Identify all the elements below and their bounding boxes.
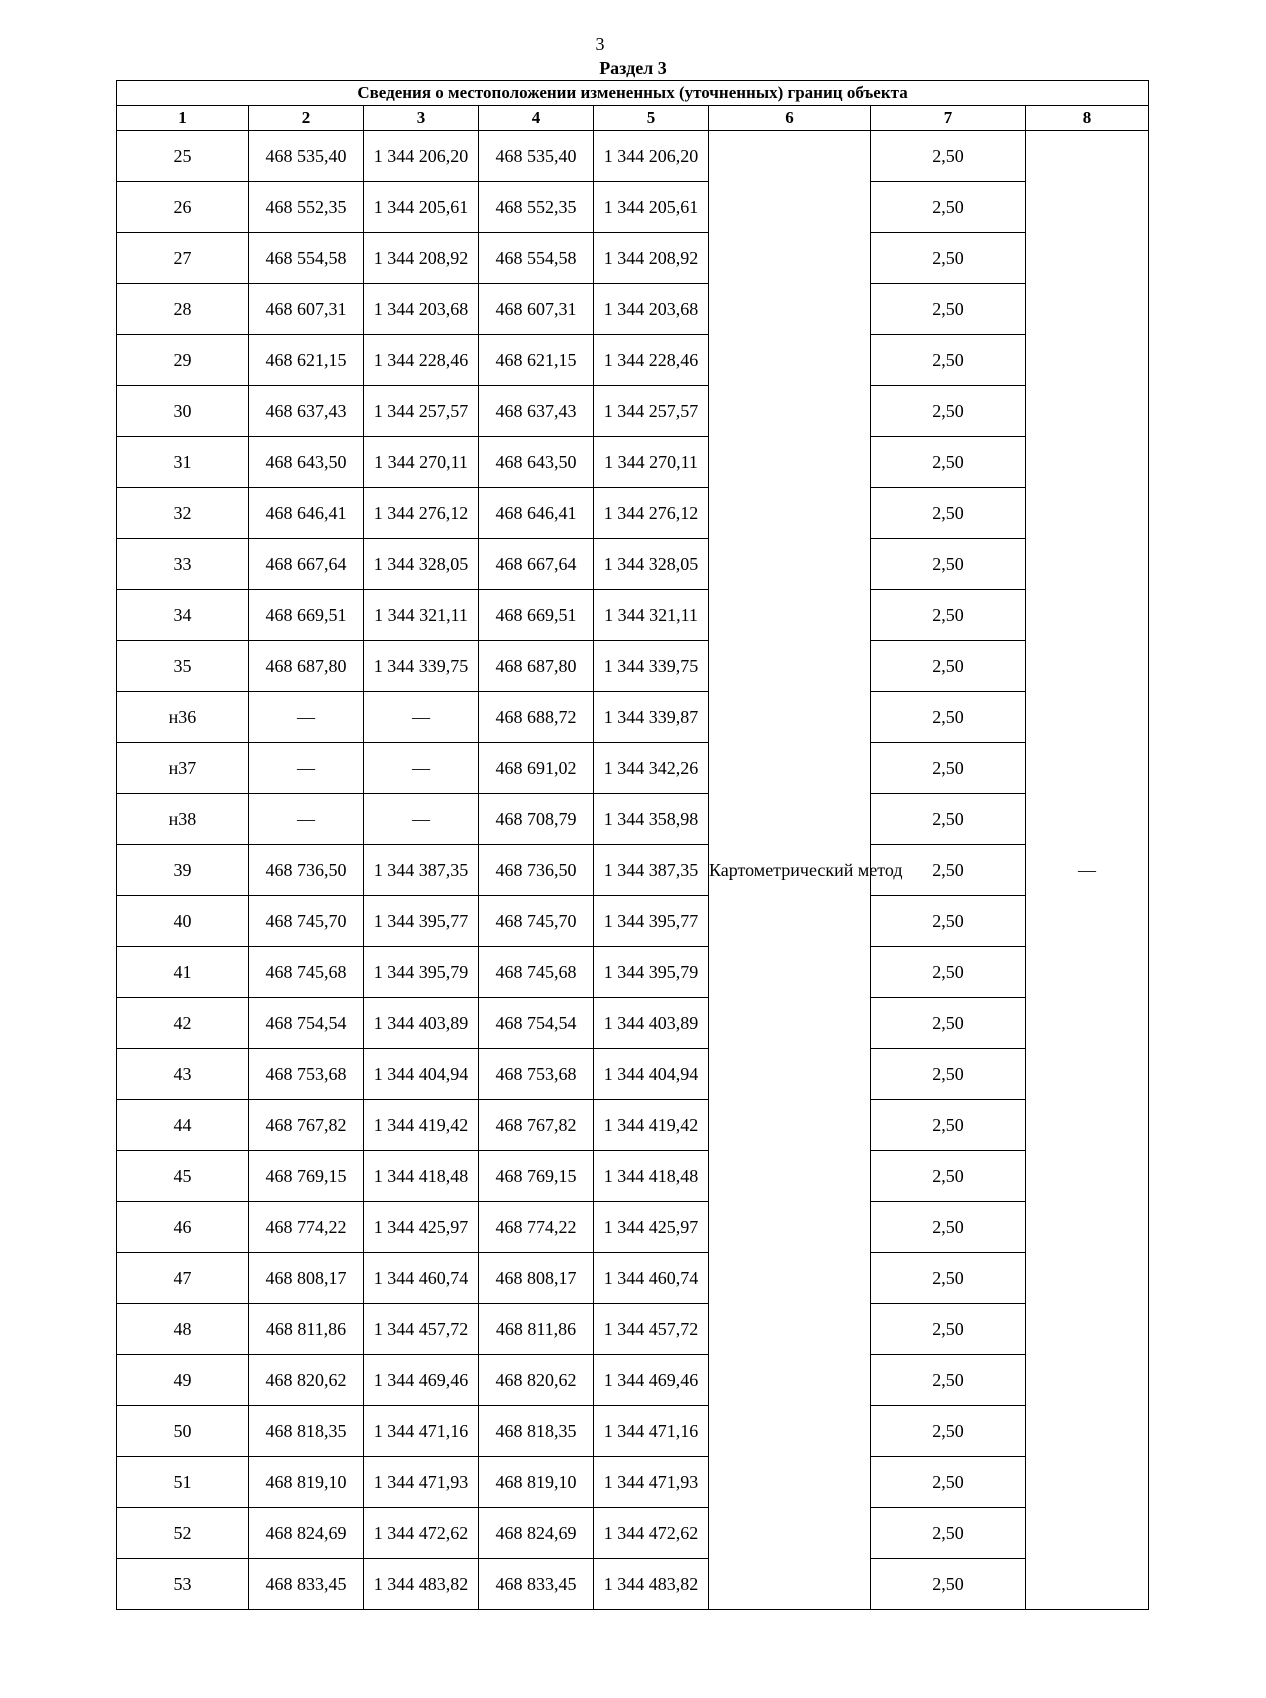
accuracy-cell: 2,50 — [871, 794, 1026, 845]
refined-x-cell: 468 554,58 — [479, 233, 594, 284]
accuracy-cell: 2,50 — [871, 386, 1026, 437]
existing-y-cell: 1 344 328,05 — [364, 539, 479, 590]
existing-y-cell: 1 344 270,11 — [364, 437, 479, 488]
point-id-cell: 46 — [117, 1202, 249, 1253]
accuracy-cell: 2,50 — [871, 590, 1026, 641]
table-row — [117, 1406, 1149, 1457]
refined-x-cell: 468 818,35 — [479, 1406, 594, 1457]
accuracy-cell: 2,50 — [871, 335, 1026, 386]
existing-y-cell: — — [364, 692, 479, 743]
existing-x-cell: 468 769,15 — [249, 1151, 364, 1202]
column-number: 4 — [479, 106, 594, 131]
existing-x-cell: 468 753,68 — [249, 1049, 364, 1100]
accuracy-cell: 2,50 — [871, 641, 1026, 692]
refined-x-cell: 468 552,35 — [479, 182, 594, 233]
table-row — [117, 590, 1149, 641]
point-id-cell: 25 — [117, 131, 249, 182]
refined-x-cell: 468 745,68 — [479, 947, 594, 998]
existing-y-cell: 1 344 403,89 — [364, 998, 479, 1049]
column-number: 2 — [249, 106, 364, 131]
accuracy-cell: 2,50 — [871, 284, 1026, 335]
refined-x-cell: 468 767,82 — [479, 1100, 594, 1151]
existing-y-cell: 1 344 425,97 — [364, 1202, 479, 1253]
existing-x-cell: 468 607,31 — [249, 284, 364, 335]
refined-x-cell: 468 535,40 — [479, 131, 594, 182]
table-row — [117, 1508, 1149, 1559]
refined-x-cell: 468 754,54 — [479, 998, 594, 1049]
refined-x-cell: 468 753,68 — [479, 1049, 594, 1100]
existing-y-cell: 1 344 228,46 — [364, 335, 479, 386]
refined-x-cell: 468 819,10 — [479, 1457, 594, 1508]
table-row — [117, 488, 1149, 539]
point-id-cell: 32 — [117, 488, 249, 539]
refined-x-cell: 468 669,51 — [479, 590, 594, 641]
refined-y-cell: 1 344 483,82 — [594, 1559, 709, 1610]
refined-y-cell: 1 344 257,57 — [594, 386, 709, 437]
existing-x-cell: 468 754,54 — [249, 998, 364, 1049]
accuracy-cell: 2,50 — [871, 947, 1026, 998]
existing-y-cell: 1 344 418,48 — [364, 1151, 479, 1202]
existing-y-cell: 1 344 395,79 — [364, 947, 479, 998]
refined-y-cell: 1 344 276,12 — [594, 488, 709, 539]
accuracy-cell: 2,50 — [871, 488, 1026, 539]
point-id-cell: 53 — [117, 1559, 249, 1610]
refined-x-cell: 468 811,86 — [479, 1304, 594, 1355]
existing-x-cell: 468 774,22 — [249, 1202, 364, 1253]
refined-x-cell: 468 736,50 — [479, 845, 594, 896]
accuracy-cell: 2,50 — [871, 131, 1026, 182]
existing-x-cell: 468 554,58 — [249, 233, 364, 284]
existing-x-cell: 468 745,68 — [249, 947, 364, 998]
table-row — [117, 1304, 1149, 1355]
existing-x-cell: 468 552,35 — [249, 182, 364, 233]
refined-y-cell: 1 344 425,97 — [594, 1202, 709, 1253]
refined-x-cell: 468 774,22 — [479, 1202, 594, 1253]
accuracy-cell: 2,50 — [871, 1049, 1026, 1100]
table-row — [117, 1100, 1149, 1151]
existing-y-cell: 1 344 483,82 — [364, 1559, 479, 1610]
accuracy-cell: 2,50 — [871, 692, 1026, 743]
existing-x-cell: 468 669,51 — [249, 590, 364, 641]
existing-x-cell: 468 811,86 — [249, 1304, 364, 1355]
point-id-cell: 27 — [117, 233, 249, 284]
existing-x-cell: — — [249, 743, 364, 794]
accuracy-cell: 2,50 — [871, 998, 1026, 1049]
existing-y-cell: 1 344 257,57 — [364, 386, 479, 437]
refined-y-cell: 1 344 419,42 — [594, 1100, 709, 1151]
existing-x-cell: 468 646,41 — [249, 488, 364, 539]
existing-x-cell: 468 767,82 — [249, 1100, 364, 1151]
point-id-cell: 35 — [117, 641, 249, 692]
existing-x-cell: — — [249, 794, 364, 845]
refined-y-cell: 1 344 395,77 — [594, 896, 709, 947]
accuracy-cell: 2,50 — [871, 1253, 1026, 1304]
accuracy-cell: 2,50 — [871, 233, 1026, 284]
accuracy-cell: 2,50 — [871, 1508, 1026, 1559]
table-row — [117, 131, 1149, 182]
table-row — [117, 1559, 1149, 1610]
existing-x-cell: 468 820,62 — [249, 1355, 364, 1406]
refined-y-cell: 1 344 321,11 — [594, 590, 709, 641]
existing-x-cell: 468 643,50 — [249, 437, 364, 488]
refined-y-cell: 1 344 358,98 — [594, 794, 709, 845]
refined-x-cell: 468 824,69 — [479, 1508, 594, 1559]
point-id-cell: 40 — [117, 896, 249, 947]
point-id-cell: н37 — [117, 743, 249, 794]
existing-x-cell: 468 819,10 — [249, 1457, 364, 1508]
existing-y-cell: 1 344 205,61 — [364, 182, 479, 233]
table-row — [117, 1355, 1149, 1406]
existing-x-cell: 468 833,45 — [249, 1559, 364, 1610]
column-number: 1 — [117, 106, 249, 131]
section-title: Раздел 3 — [599, 58, 667, 78]
table-row — [117, 182, 1149, 233]
accuracy-cell: 2,50 — [871, 539, 1026, 590]
point-id-cell: 45 — [117, 1151, 249, 1202]
refined-x-cell: 468 667,64 — [479, 539, 594, 590]
table-row — [117, 335, 1149, 386]
existing-x-cell: 468 667,64 — [249, 539, 364, 590]
existing-x-cell: 468 535,40 — [249, 131, 364, 182]
point-id-cell: 33 — [117, 539, 249, 590]
point-id-cell: 44 — [117, 1100, 249, 1151]
existing-y-cell: 1 344 419,42 — [364, 1100, 479, 1151]
point-id-cell: 48 — [117, 1304, 249, 1355]
table-body — [117, 131, 1149, 1610]
table-row — [117, 386, 1149, 437]
point-id-cell: 51 — [117, 1457, 249, 1508]
column8-cell: — — [1026, 131, 1149, 1610]
refined-y-cell: 1 344 403,89 — [594, 998, 709, 1049]
point-id-cell: н38 — [117, 794, 249, 845]
table-row — [117, 1049, 1149, 1100]
refined-y-cell: 1 344 203,68 — [594, 284, 709, 335]
table-row — [117, 641, 1149, 692]
existing-y-cell: 1 344 457,72 — [364, 1304, 479, 1355]
existing-y-cell: — — [364, 743, 479, 794]
point-id-cell: 31 — [117, 437, 249, 488]
point-id-cell: 34 — [117, 590, 249, 641]
refined-x-cell: 468 745,70 — [479, 896, 594, 947]
point-id-cell: н36 — [117, 692, 249, 743]
refined-y-cell: 1 344 395,79 — [594, 947, 709, 998]
refined-y-cell: 1 344 471,93 — [594, 1457, 709, 1508]
refined-x-cell: 468 833,45 — [479, 1559, 594, 1610]
refined-y-cell: 1 344 471,16 — [594, 1406, 709, 1457]
table-row — [117, 692, 1149, 743]
refined-y-cell: 1 344 342,26 — [594, 743, 709, 794]
existing-x-cell: — — [249, 692, 364, 743]
point-id-cell: 43 — [117, 1049, 249, 1100]
refined-x-cell: 468 688,72 — [479, 692, 594, 743]
table-row — [117, 233, 1149, 284]
accuracy-cell: 2,50 — [871, 1202, 1026, 1253]
existing-y-cell: — — [364, 794, 479, 845]
existing-x-cell: 468 637,43 — [249, 386, 364, 437]
point-id-cell: 39 — [117, 845, 249, 896]
refined-x-cell: 468 808,17 — [479, 1253, 594, 1304]
point-id-cell: 50 — [117, 1406, 249, 1457]
accuracy-cell: 2,50 — [871, 1151, 1026, 1202]
refined-y-cell: 1 344 208,92 — [594, 233, 709, 284]
table-row — [117, 947, 1149, 998]
existing-x-cell: 468 687,80 — [249, 641, 364, 692]
existing-y-cell: 1 344 276,12 — [364, 488, 479, 539]
point-id-cell: 49 — [117, 1355, 249, 1406]
refined-y-cell: 1 344 460,74 — [594, 1253, 709, 1304]
refined-y-cell: 1 344 469,46 — [594, 1355, 709, 1406]
existing-y-cell: 1 344 404,94 — [364, 1049, 479, 1100]
refined-x-cell: 468 643,50 — [479, 437, 594, 488]
existing-x-cell: 468 824,69 — [249, 1508, 364, 1559]
refined-y-cell: 1 344 270,11 — [594, 437, 709, 488]
table-row — [117, 539, 1149, 590]
existing-y-cell: 1 344 471,93 — [364, 1457, 479, 1508]
refined-y-cell: 1 344 418,48 — [594, 1151, 709, 1202]
refined-x-cell: 468 708,79 — [479, 794, 594, 845]
refined-y-cell: 1 344 387,35 — [594, 845, 709, 896]
accuracy-cell: 2,50 — [871, 1100, 1026, 1151]
refined-x-cell: 468 820,62 — [479, 1355, 594, 1406]
existing-y-cell: 1 344 203,68 — [364, 284, 479, 335]
accuracy-cell: 2,50 — [871, 1559, 1026, 1610]
accuracy-cell: 2,50 — [871, 182, 1026, 233]
existing-y-cell: 1 344 206,20 — [364, 131, 479, 182]
point-id-cell: 47 — [117, 1253, 249, 1304]
accuracy-cell: 2,50 — [871, 1457, 1026, 1508]
point-id-cell: 28 — [117, 284, 249, 335]
existing-x-cell: 468 621,15 — [249, 335, 364, 386]
table-row — [117, 1253, 1149, 1304]
table-row — [117, 998, 1149, 1049]
existing-y-cell: 1 344 472,62 — [364, 1508, 479, 1559]
table-row — [117, 284, 1149, 335]
existing-y-cell: 1 344 339,75 — [364, 641, 479, 692]
existing-y-cell: 1 344 321,11 — [364, 590, 479, 641]
refined-x-cell: 468 607,31 — [479, 284, 594, 335]
existing-y-cell: 1 344 460,74 — [364, 1253, 479, 1304]
point-id-cell: 29 — [117, 335, 249, 386]
point-id-cell: 30 — [117, 386, 249, 437]
coordinates-table — [116, 80, 1149, 1610]
accuracy-cell: 2,50 — [871, 845, 1026, 896]
refined-x-cell: 468 769,15 — [479, 1151, 594, 1202]
refined-y-cell: 1 344 205,61 — [594, 182, 709, 233]
existing-x-cell: 468 736,50 — [249, 845, 364, 896]
accuracy-cell: 2,50 — [871, 1304, 1026, 1355]
existing-y-cell: 1 344 469,46 — [364, 1355, 479, 1406]
table-row — [117, 845, 1149, 896]
column-number: 5 — [594, 106, 709, 131]
method-cell: Картометрический метод — [709, 131, 871, 1610]
table-row — [117, 1151, 1149, 1202]
refined-x-cell: 468 691,02 — [479, 743, 594, 794]
existing-x-cell: 468 818,35 — [249, 1406, 364, 1457]
point-id-cell: 41 — [117, 947, 249, 998]
refined-y-cell: 1 344 328,05 — [594, 539, 709, 590]
refined-y-cell: 1 344 404,94 — [594, 1049, 709, 1100]
accuracy-cell: 2,50 — [871, 437, 1026, 488]
refined-y-cell: 1 344 472,62 — [594, 1508, 709, 1559]
table-row — [117, 743, 1149, 794]
refined-y-cell: 1 344 228,46 — [594, 335, 709, 386]
column-number: 8 — [1026, 106, 1149, 131]
refined-x-cell: 468 687,80 — [479, 641, 594, 692]
table-row — [117, 794, 1149, 845]
refined-x-cell: 468 637,43 — [479, 386, 594, 437]
existing-x-cell: 468 808,17 — [249, 1253, 364, 1304]
page-number: 3 — [595, 34, 605, 54]
point-id-cell: 26 — [117, 182, 249, 233]
table-row — [117, 1202, 1149, 1253]
existing-y-cell: 1 344 208,92 — [364, 233, 479, 284]
refined-x-cell: 468 646,41 — [479, 488, 594, 539]
table-caption: Сведения о местоположении измененных (уточненных) границ объекта — [117, 81, 1149, 106]
column-number: 3 — [364, 106, 479, 131]
existing-y-cell: 1 344 387,35 — [364, 845, 479, 896]
existing-y-cell: 1 344 395,77 — [364, 896, 479, 947]
column-number: 6 — [709, 106, 871, 131]
table-row — [117, 437, 1149, 488]
accuracy-cell: 2,50 — [871, 743, 1026, 794]
refined-y-cell: 1 344 457,72 — [594, 1304, 709, 1355]
point-id-cell: 52 — [117, 1508, 249, 1559]
accuracy-cell: 2,50 — [871, 1406, 1026, 1457]
refined-y-cell: 1 344 206,20 — [594, 131, 709, 182]
table-row — [117, 896, 1149, 947]
existing-x-cell: 468 745,70 — [249, 896, 364, 947]
refined-x-cell: 468 621,15 — [479, 335, 594, 386]
column-number: 7 — [871, 106, 1026, 131]
accuracy-cell: 2,50 — [871, 896, 1026, 947]
existing-y-cell: 1 344 471,16 — [364, 1406, 479, 1457]
column-numbers-row — [117, 106, 1149, 131]
point-id-cell: 42 — [117, 998, 249, 1049]
table-row — [117, 1457, 1149, 1508]
accuracy-cell: 2,50 — [871, 1355, 1026, 1406]
refined-y-cell: 1 344 339,75 — [594, 641, 709, 692]
refined-y-cell: 1 344 339,87 — [594, 692, 709, 743]
